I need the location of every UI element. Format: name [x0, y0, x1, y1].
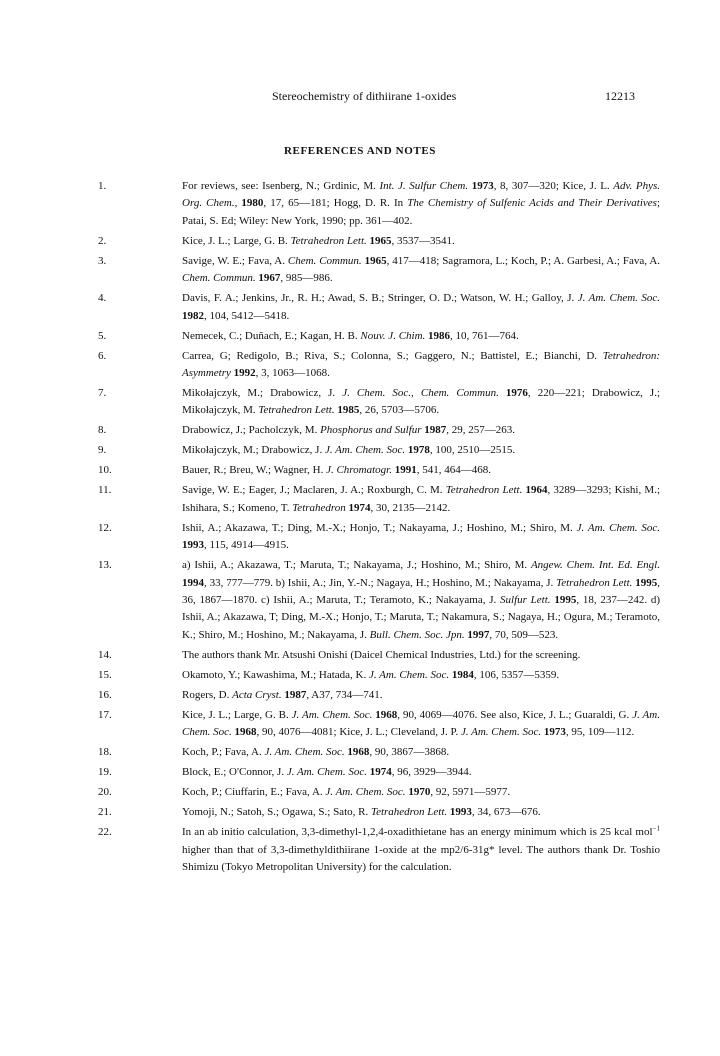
page-number: 12213	[605, 89, 635, 103]
journal-title: Chem. Commun.	[182, 272, 256, 285]
publication-year: 1985	[337, 404, 360, 417]
publication-year: 1965	[364, 254, 387, 267]
reference-fragment: , 34, 673—676.	[471, 806, 541, 819]
reference-fragment: , 3537—3541.	[391, 234, 455, 247]
journal-title: Chem. Commun.	[287, 254, 362, 267]
reference-number: 16.	[98, 688, 112, 701]
reference-text	[182, 557, 660, 644]
journal-title: Tetrahedron Lett.	[290, 234, 367, 247]
journal-title: J. Chem. Soc., Chem. Commun.	[342, 387, 499, 400]
reference-item	[98, 328, 660, 345]
reference-fragment: , 30, 2135—2142.	[370, 501, 451, 514]
reference-number: 14.	[98, 648, 112, 661]
reference-item	[98, 178, 660, 230]
reference-text	[182, 667, 660, 684]
publication-year: 1994	[182, 576, 204, 589]
publication-year: 1982	[182, 309, 204, 322]
reference-item	[98, 557, 661, 644]
reference-number: 3.	[98, 254, 107, 267]
reference-fragment: Block, E.; O'Connor, J.	[182, 766, 287, 779]
publication-year: 1987	[284, 688, 307, 701]
journal-title: The Chemistry of Sulfenic Acids and Their Derivatives	[407, 197, 657, 210]
reference-item	[98, 348, 660, 383]
reference-text	[182, 707, 660, 742]
reference-item	[98, 687, 660, 704]
reference-fragment: Carrea, G; Redigolo, B.; Riva, S.; Colonna, S.; Gaggero, N.; Battistel, E.; Bianchi, D.	[182, 349, 603, 362]
journal-title: Nouv. J. Chim.	[360, 329, 426, 342]
journal-title: J. Am. Chem. Soc.	[264, 746, 345, 759]
reference-fragment: , 10, 761—764.	[450, 329, 519, 342]
reference-number: 1.	[98, 180, 107, 192]
reference-item	[98, 647, 660, 664]
publication-year: 1967	[258, 272, 281, 285]
journal-title: Angew. Chem. Int. Ed. Engl.	[530, 559, 660, 572]
reference-number: 9.	[98, 444, 107, 457]
publication-year: 1974	[348, 501, 371, 514]
journal-title: Sulfur Lett.	[500, 594, 551, 607]
reference-list	[98, 178, 661, 879]
journal-title: Adv. Phys. Org. Chem.	[182, 180, 660, 210]
reference-item	[98, 290, 660, 325]
reference-number: 2.	[98, 234, 107, 247]
publication-year: 1973	[543, 726, 566, 739]
reference-number: 21.	[98, 806, 112, 819]
reference-fragment: , 541, 464—468.	[416, 464, 491, 477]
publication-year: 1995	[554, 594, 577, 607]
reference-fragment: , 18, 237—242. d) Ishii, A.; Akazawa, T; Ding, M.-X.; Honjo, T.; Maruta, T.; Nakamura, S.; Nagaya, H.; Ogura, M.; Teramoto, K.; Shiro, M.; Hoshino, M.; Nakayama, J.	[182, 594, 661, 641]
reference-text	[182, 348, 660, 383]
reference-fragment: Okamoto, Y.; Kawashima, M.; Hatada, K.	[182, 668, 369, 681]
reference-fragment: In an ab initio calculation, 3,3-dimethyl-1,2,4-oxadithietane has an energy minimum which is 25 kcal mol	[182, 826, 653, 839]
reference-item	[98, 482, 660, 517]
reference-number: 13.	[98, 559, 112, 572]
publication-year: 1991	[394, 464, 417, 477]
reference-fragment: Kice, J. L.; Large, G. B.	[182, 708, 292, 721]
reference-fragment: , 220—221; Drabowicz, J.; Mikołajczyk, M.	[182, 387, 661, 417]
reference-fragment: Koch, P.; Ciuffarin, E.; Fava, A.	[182, 786, 326, 799]
publication-year: 1968	[234, 726, 257, 739]
reference-fragment: , 36, 1867—1870. c) Ishii, A.; Maruta, T.; Teramoto, K.; Nakayama, J.	[182, 576, 661, 607]
publication-year: 1980	[241, 197, 264, 210]
reference-fragment: Ishii, A.; Akazawa, T.; Ding, M.-X.; Honjo, T.; Nakayama, J.; Hoshino, M.; Shiro, M.	[182, 521, 577, 534]
journal-title: J. Am. Chem. Soc.	[291, 708, 373, 721]
reference-number: 20.	[98, 786, 112, 799]
reference-fragment: Nemecek, C.; Duñach, E.; Kagan, H. B.	[182, 329, 361, 342]
reference-text	[182, 804, 660, 821]
reference-number: 7.	[98, 387, 107, 400]
publication-year: 1968	[375, 708, 398, 721]
reference-fragment: , 106, 5357—5359.	[473, 668, 560, 681]
reference-item	[98, 667, 660, 684]
reference-number: 17.	[98, 708, 112, 721]
journal-title: J. Chromatogr.	[326, 464, 392, 477]
reference-fragment: For reviews, see: Isenberg, N.; Grdinic, M.	[182, 180, 380, 192]
reference-fragment: , 26, 5703—5706.	[359, 404, 440, 417]
journal-title: Int. J. Sulfur Chem.	[379, 180, 469, 192]
journal-title: J. Am. Chem. Soc.	[577, 292, 660, 305]
publication-year: 1968	[347, 746, 370, 759]
reference-number: 15.	[98, 668, 112, 681]
reference-fragment: , 29, 257—263.	[446, 424, 516, 437]
journal-title: J. Am. Chem. Soc.	[324, 444, 406, 457]
publication-year: 1992	[233, 367, 256, 380]
publication-year: 1986	[428, 329, 451, 342]
reference-text	[182, 764, 660, 781]
reference-item	[98, 422, 660, 439]
reference-fragment: Rogers, D.	[182, 688, 233, 701]
reference-text	[182, 687, 660, 704]
reference-fragment: , 92, 5971—5977.	[430, 786, 511, 799]
reference-text	[182, 520, 660, 555]
reference-text	[182, 253, 660, 288]
reference-text	[182, 422, 660, 439]
publication-year: 1997	[467, 628, 490, 641]
reference-text	[182, 824, 660, 876]
reference-item	[98, 707, 660, 742]
reference-item	[98, 784, 660, 801]
reference-fragment: , 17, 65—181; Hogg, D. R. In	[263, 197, 408, 210]
journal-title: Tetrahedron	[292, 501, 346, 514]
reference-item	[98, 824, 660, 876]
reference-fragment: Koch, P.; Fava, A.	[182, 746, 265, 759]
reference-number: 5.	[98, 329, 107, 342]
journal-title: Tetrahedron Lett.	[445, 484, 523, 497]
superscript: −1	[652, 824, 660, 833]
reference-item	[98, 804, 660, 821]
publication-year: 1965	[369, 234, 392, 247]
reference-fragment: a) Ishii, A.; Akazawa, T.; Maruta, T.; Nakayama, J.; Hoshino, M.; Shiro, M.	[182, 559, 531, 572]
reference-fragment: , 90, 3867—3868.	[369, 746, 450, 759]
reference-fragment: , 33, 777—779. b) Ishii, A.; Jin, Y.-N.; Nagaya, H.; Hoshino, M.; Nakayama, J.	[204, 576, 557, 589]
journal-title: J. Am. Chem. Soc.	[460, 726, 542, 739]
reference-fragment: , 115, 4914—4915.	[204, 539, 289, 552]
reference-text	[182, 178, 660, 230]
reference-fragment: , 90, 4069—4076. See also, Kice, J. L.; Guaraldi, G.	[397, 708, 633, 721]
journal-title: Bull. Chem. Soc. Jpn.	[369, 628, 465, 641]
journal-title: Tetrahedron Lett.	[556, 576, 633, 589]
publication-year: 1995	[635, 576, 658, 589]
reference-fragment: , 70, 509—523.	[489, 628, 559, 641]
running-title: Stereochemistry of dithiirane 1-oxides	[272, 89, 457, 103]
journal-title: Tetrahedron Lett.	[370, 806, 448, 819]
reference-number: 6.	[98, 349, 107, 362]
reference-fragment: Bauer, R.; Breu, W.; Wagner, H.	[182, 464, 327, 477]
journal-title: Tetrahedron Lett.	[258, 404, 335, 417]
reference-fragment: , 8, 307—320; Kice, J. L.	[493, 180, 614, 192]
reference-text	[182, 442, 660, 459]
reference-fragment: Savige, W. E.; Eager, J.; Maclaren, J. A.; Roxburgh, C. M.	[182, 484, 446, 497]
reference-item	[98, 462, 660, 479]
publication-year: 1993	[449, 806, 472, 819]
publication-year: 1984	[451, 668, 474, 681]
reference-text	[182, 233, 660, 250]
reference-text	[182, 385, 660, 420]
reference-text	[182, 328, 660, 345]
reference-item	[98, 233, 660, 250]
reference-fragment: higher than that of 3,3-dimethyldithiirane 1-oxide at the mp2/6-31g* level. The authors thank Dr. Toshio Shimizu (Tokyo Metropolitan University) for the calculation.	[182, 843, 660, 874]
publication-year: 1970	[408, 786, 431, 799]
reference-fragment: ,	[234, 197, 242, 210]
publication-year: 1974	[369, 766, 392, 779]
reference-fragment	[499, 387, 506, 399]
reference-fragment: , A37, 734—741.	[306, 688, 383, 701]
reference-text	[182, 462, 660, 479]
publication-year: 1993	[182, 539, 204, 552]
journal-title: J. Am. Chem. Soc.	[325, 786, 406, 799]
reference-fragment: ; Patai, S. Ed; Wiley: New York, 1990; pp. 361—402.	[182, 197, 660, 227]
reference-number: 19.	[98, 766, 112, 779]
reference-fragment: , 417—418; Sagramora, L.; Koch, P.; A. Garbesi, A.; Fava, A.	[386, 254, 661, 267]
reference-fragment: Mikołajczyk, M.; Drabowicz, J.	[182, 444, 325, 457]
reference-fragment: Mikołajczyk, M.; Drabowicz, J.	[182, 387, 343, 400]
section-heading: REFERENCES AND NOTES	[284, 145, 436, 157]
publication-year: 1973	[471, 180, 494, 192]
reference-text	[182, 290, 660, 325]
publication-year: 1987	[424, 424, 447, 437]
reference-text	[182, 482, 660, 517]
reference-item	[98, 442, 660, 459]
journal-title: J. Am. Chem. Soc.	[182, 708, 660, 739]
publication-year: 1976	[505, 387, 528, 400]
reference-fragment: The authors thank Mr. Atsushi Onishi (Daicel Chemical Industries, Ltd.) for the screening.	[182, 648, 581, 661]
reference-item	[98, 520, 660, 555]
reference-fragment: , 3, 1063—1068.	[255, 367, 330, 380]
journal-title: Phosphorus and Sulfur	[320, 424, 422, 437]
reference-fragment: Savige, W. E.; Fava, A.	[182, 254, 288, 267]
reference-number: 8.	[98, 424, 107, 437]
reference-number: 4.	[98, 292, 107, 305]
journal-title: J. Am. Chem. Soc.	[286, 766, 367, 779]
reference-text	[182, 647, 660, 664]
journal-title: J. Am. Chem. Soc.	[576, 521, 660, 534]
reference-number: 18.	[98, 746, 112, 759]
reference-fragment: , 100, 2510—2515.	[429, 444, 516, 457]
reference-fragment: Davis, F. A.; Jenkins, Jr., R. H.; Awad, S. B.; Stringer, O. D.; Watson, W. H.; Galloy, J.	[182, 292, 578, 305]
publication-year: 1978	[407, 444, 430, 457]
reference-fragment: Kice, J. L.; Large, G. B.	[182, 234, 291, 247]
reference-item	[98, 253, 661, 288]
reference-fragment: , 3289—3293; Kishi, M.; Ishihara, S.; Komeno, T.	[182, 484, 660, 514]
reference-number: 11.	[98, 484, 112, 497]
reference-fragment: , 95, 109—112.	[565, 726, 635, 739]
reference-fragment: Yomoji, N.; Satoh, S.; Ogawa, S.; Sato, R.	[182, 806, 371, 819]
reference-number: 10.	[98, 464, 112, 477]
reference-number: 12.	[98, 521, 112, 534]
reference-item	[98, 764, 660, 781]
reference-number: 22.	[98, 826, 112, 839]
reference-fragment: , 96, 3929—3944.	[391, 766, 472, 779]
journal-title: J. Am. Chem. Soc.	[368, 668, 450, 681]
reference-fragment: , 90, 4076—4081; Kice, J. L.; Cleveland, J. P.	[256, 726, 461, 739]
reference-text	[182, 784, 660, 801]
reference-fragment: , 104, 5412—5418.	[204, 309, 290, 322]
reference-item	[98, 385, 661, 420]
reference-item	[98, 744, 660, 761]
reference-fragment: Drabowicz, J.; Pacholczyk, M.	[182, 424, 321, 437]
journal-title: Acta Cryst.	[232, 688, 282, 701]
publication-year: 1964	[525, 484, 548, 497]
reference-text	[182, 744, 660, 761]
reference-fragment: , 985—986.	[280, 272, 333, 285]
journal-title: Tetrahedron: Asymmetry	[182, 349, 660, 380]
